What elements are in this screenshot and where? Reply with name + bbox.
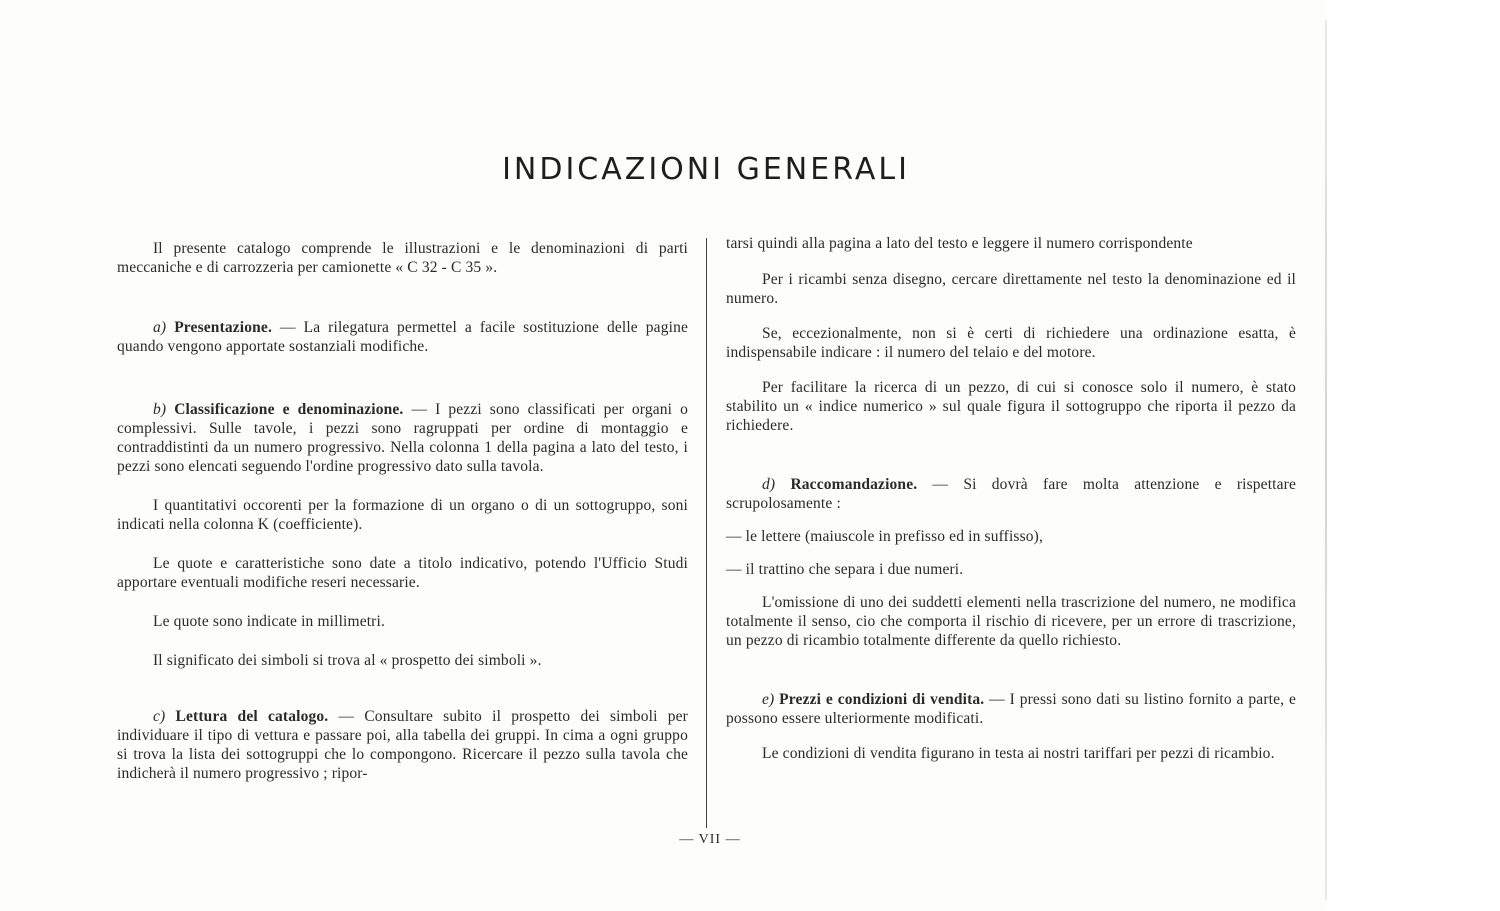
section-c: [117, 707, 688, 783]
section-e: [726, 690, 1296, 728]
section-d-paragraph-2: L'omissione di uno dei suddetti elementi nella trascrizione del numero, ne modifica totalmente il senso, cio che comporta il rischio di ricevere, per un errore di trascrizione, un pezzo di ricambio totalmente differente da quello richiesto.: [726, 594, 1296, 649]
page-number: — VII —: [679, 832, 741, 847]
section-d: [726, 475, 1296, 513]
section-c-paragraph-4: Per facilitare la ricerca di un pezzo, di cui si conosce solo il numero, è stato stabilito un « indice numerico » sul quale figura il sottogruppo che riporta il pezzo da richiedere.: [726, 379, 1296, 434]
right-column: [726, 234, 1296, 763]
section-d-label: d): [762, 476, 776, 493]
page-title: INDICAZIONI GENERALI: [502, 152, 910, 187]
section-c-continued: tarsi quindi alla pagina a lato del testo e leggere il numero corrispondente: [726, 235, 1193, 252]
section-c-heading: Lettura del catalogo.: [175, 708, 329, 725]
section-b-text: — I pezzi sono classificati per organi o complessivi. Sulle tavole, i pezzi sono ragruppati per ordine di montaggio e contraddistinti da un numero progressivo. Nella colonna 1 della pagina a lato del testo, i pezzi sono elencati seguendo l'ordine progressivo dato sulla tavola.: [117, 401, 688, 475]
section-d-item-1: — le lettere (maiuscole in prefisso ed in suffisso),: [726, 528, 1044, 545]
section-a-label: a): [153, 319, 167, 336]
section-b-paragraph-3: Le quote e caratteristiche sono date a titolo indicativo, potendo l'Ufficio Studi apportare eventuali modifiche reseri necessarie.: [117, 555, 688, 591]
section-d-heading: Raccomandazione.: [790, 476, 918, 493]
section-c-paragraph-2: Per i ricambi senza disegno, cercare direttamente nel testo la denominazione ed il numero.: [726, 271, 1296, 307]
section-c-paragraph-3: Se, eccezionalmente, non si è certi di richiedere una ordinazione esatta, è indispensabile indicare : il numero del telaio e del motore.: [726, 325, 1296, 361]
section-b-label: b): [153, 401, 167, 418]
section-a-heading: Presentazione.: [174, 319, 272, 336]
section-c-label: c): [153, 708, 166, 725]
column-divider: [706, 238, 707, 828]
section-e-heading: Prezzi e condizioni di vendita.: [779, 691, 985, 708]
section-d-item-2: — il trattino che separa i due numeri.: [726, 561, 964, 578]
section-e-label: e): [762, 691, 775, 708]
section-b-paragraph-5: Il significato dei simboli si trova al « prospetto dei simboli ».: [153, 652, 542, 669]
section-b-paragraph-4: Le quote sono indicate in millimetri.: [153, 613, 385, 630]
section-c-text: — Consultare subito il prospetto dei simboli per individuare il tipo di vettura e passare poi, alla tabella dei gruppi. In cima a ogni gruppo si trova la lista dei sottogruppi che lo compongono. Ricercare il pezzo sulla tavola che indicherà il numero progressivo ; ripor-: [117, 708, 688, 782]
section-d-text: — Si dovrà fare molta attenzione e rispettare scrupolosamente :: [726, 476, 1296, 512]
left-column: [117, 239, 688, 783]
section-b-paragraph-2: I quantitativi occorenti per la formazione di un organo o di un sottogruppo, soni indicati nella colonna K (coefficiente).: [117, 497, 688, 533]
intro-paragraph: Il presente catalogo comprende le illustrazioni e le denominazioni di parti meccaniche e di carrozzeria per camionette « C 32 - C 35 ».: [117, 240, 688, 276]
section-a-text: — La rilegatura permettel a facile sostituzione delle pagine quando vengono apportate sostanziali modifiche.: [117, 319, 688, 355]
section-b-heading: Classificazione e denominazione.: [174, 401, 404, 418]
section-b: [117, 400, 688, 476]
section-a: [117, 318, 688, 356]
section-e-text: — I pressi sono dati su listino fornito a parte, e possono essere ulteriormente modificati.: [726, 691, 1296, 727]
section-e-paragraph-2: Le condizioni di vendita figurano in testa ai nostri tariffari per pezzi di ricambio.: [762, 745, 1275, 762]
